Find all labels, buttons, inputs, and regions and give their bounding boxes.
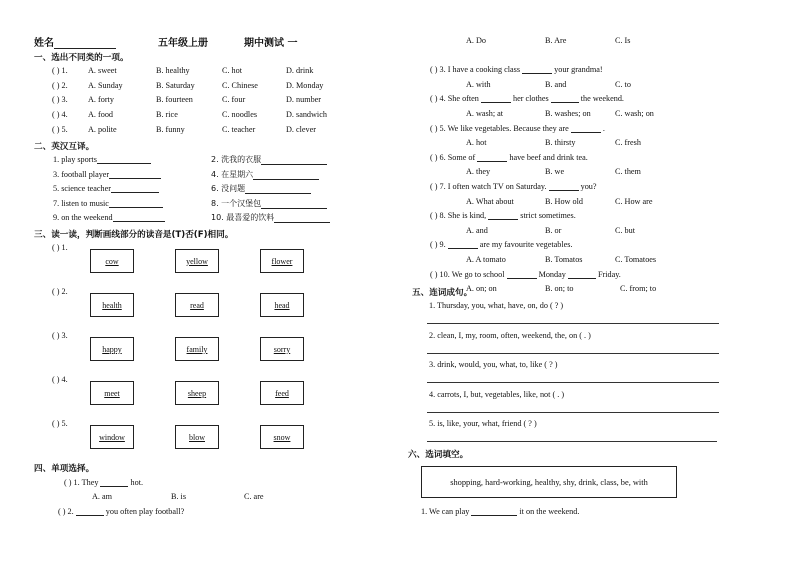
option-a[interactable]: A. they [466, 167, 491, 177]
option-c[interactable]: C. Tomatoes [615, 255, 657, 264]
question-number: ( ) 8. [430, 211, 446, 221]
option-c[interactable]: C. hot [222, 66, 243, 75]
question-number: ( ) 4. [52, 375, 68, 384]
translate-item [211, 169, 319, 180]
option-c[interactable]: C. Is [615, 36, 631, 45]
question-text: We go to school [451, 269, 505, 279]
option-c[interactable]: C. Chinese [222, 80, 258, 90]
question-number: ( ) 5. [430, 123, 446, 133]
option-c[interactable]: C. them [615, 167, 641, 177]
translate-item [211, 212, 330, 223]
question-number: ( ) 2. [52, 80, 68, 90]
option-a[interactable]: A. Sunday [88, 80, 123, 90]
reorder-words: 5. is, like, your, what, friend ( ? ) [429, 419, 537, 428]
choice-question [430, 124, 605, 133]
option-a[interactable]: A. with [466, 79, 491, 89]
question-text: the weekend. [580, 94, 624, 104]
word-box[interactable] [90, 425, 134, 449]
choice-question [430, 211, 576, 220]
answer-line[interactable] [427, 441, 717, 442]
option-b[interactable]: B. How old [545, 196, 583, 206]
translate-text: 2. 洗我的衣服 [211, 155, 262, 164]
translate-text: 8. 一个汉堡包 [211, 198, 262, 208]
question-number: ( ) 4. [430, 94, 446, 104]
option-b[interactable]: B. funny [156, 124, 185, 134]
word: cow [105, 256, 119, 266]
option-a[interactable]: A. hot [466, 138, 487, 148]
option-c[interactable]: C. teacher [222, 124, 256, 134]
choice-question [430, 270, 621, 279]
option-c[interactable]: C. wash; on [615, 109, 654, 118]
word-box[interactable] [260, 293, 304, 317]
word-box[interactable] [90, 293, 134, 317]
answer-blank[interactable] [111, 184, 159, 193]
test-title: 期中测试 一 [244, 38, 298, 49]
section-3-title: 三、读一读，判断画线部分的读音是(T)否(F)相同。 [34, 230, 234, 240]
choice-question-1: ( ) 1. They hot. [64, 478, 144, 487]
question-number: ( ) 4. [52, 110, 68, 120]
choice-question [430, 65, 603, 74]
option-b[interactable]: B. rice [156, 110, 178, 120]
word-bank-box [421, 466, 677, 498]
word: window [99, 432, 125, 442]
option-a[interactable]: A. on; on [466, 284, 497, 294]
question-text: you? [580, 182, 597, 191]
translate-text: 3. football player [53, 169, 110, 179]
option-a[interactable]: A. What about [466, 196, 514, 206]
question-number: ( ) 9. [430, 240, 446, 250]
answer-blank[interactable] [568, 270, 596, 279]
option-b[interactable]: B. thirsty [545, 138, 576, 148]
word: family [186, 344, 208, 354]
reorder-words: 1. Thursday, you, what, have, on, do ( ? ) [429, 301, 564, 310]
word: yellow [186, 256, 208, 266]
word: snow [273, 432, 291, 442]
question-number: ( ) 5. [52, 124, 68, 134]
question-text: strict sometimes. [520, 211, 576, 221]
word-box[interactable] [90, 249, 134, 273]
word-box[interactable] [175, 425, 219, 449]
translate-text: 4. 在星期六 [211, 169, 254, 179]
answer-blank[interactable] [109, 170, 161, 179]
question-text: We like vegetables. Because they are [447, 123, 569, 133]
word: happy [102, 344, 122, 354]
question-text: her clothes [512, 94, 549, 104]
word: blow [189, 432, 205, 442]
option-c[interactable]: C. fresh [615, 138, 641, 148]
answer-blank[interactable] [481, 94, 511, 103]
option-a[interactable]: A. Do [466, 36, 487, 45]
word: read [190, 300, 204, 310]
translate-text: 6. 没问题 [211, 184, 246, 194]
choice-question [430, 182, 597, 191]
question-number: ( ) 6. [430, 152, 446, 162]
option-c[interactable]: C. How are [615, 196, 653, 206]
answer-blank[interactable] [477, 153, 507, 162]
section-5-title: 五、连词成句。 [412, 288, 473, 298]
choice-q1-option-c[interactable]: C. are [244, 492, 264, 501]
question-text: I often watch TV on Saturday. [447, 182, 547, 191]
option-b[interactable]: B. and [545, 79, 567, 89]
answer-blank[interactable] [261, 200, 327, 209]
question-text: Monday [538, 269, 566, 279]
question-text: I have a cooking class [447, 65, 521, 75]
reorder-words: 4. carrots, I, but, vegetables, like, not ( . ) [429, 389, 565, 399]
translate-item [53, 199, 163, 208]
reorder-words: 3. drink, would, you, what, to, like ( ? ) [429, 360, 558, 369]
option-c[interactable]: C. four [222, 95, 246, 105]
option-c[interactable]: C. to [615, 79, 631, 89]
answer-blank[interactable] [113, 213, 165, 222]
option-b[interactable]: B. Saturday [156, 80, 195, 90]
option-d[interactable]: D. drink [286, 66, 314, 75]
option-a[interactable]: A. polite [88, 124, 117, 134]
section-2-title: 二、英汉互译。 [34, 142, 95, 152]
answer-blank[interactable] [551, 94, 579, 103]
translate-text: 1. play sports [53, 155, 97, 164]
option-b[interactable]: B. Are [545, 36, 567, 45]
section-6-title: 六、选词填空。 [408, 450, 469, 460]
answer-blank[interactable] [97, 155, 151, 164]
question-text: have beef and drink tea. [509, 152, 588, 162]
answer-blank[interactable] [261, 156, 327, 165]
option-a[interactable]: A. and [466, 225, 488, 235]
word-bank: shopping, hard-working, healthy, shy, drink, class, be, with [450, 477, 648, 487]
word-box[interactable] [175, 337, 219, 361]
translate-text: 10. 最喜爱的饮料 [211, 213, 275, 223]
name-blank[interactable] [54, 40, 116, 49]
fill-question-1: 1. We can play it on the weekend. [421, 507, 580, 516]
question-text: are my favourite vegetables. [479, 240, 573, 250]
translate-item [53, 213, 165, 222]
choice-question [430, 240, 573, 249]
question-text: . [602, 123, 605, 133]
question-text: Some of [447, 152, 476, 162]
word-box[interactable] [260, 381, 304, 405]
question-number: ( ) 2. [52, 287, 68, 296]
answer-blank[interactable] [448, 240, 478, 249]
translate-text: 9. on the weekend [53, 213, 113, 223]
question-number: ( ) 3. [52, 95, 68, 105]
word: sheep [187, 388, 207, 398]
option-b[interactable]: B. healthy [156, 66, 190, 75]
answer-line[interactable] [427, 323, 719, 324]
translate-text: 5. science teacher [53, 184, 111, 194]
translate-item [211, 198, 327, 209]
choice-q1-option-b[interactable]: B. is [171, 492, 187, 501]
choice-q1-option-a[interactable]: A. am [92, 492, 113, 501]
fill-blank-1[interactable] [471, 507, 517, 516]
option-a[interactable]: A. A tomato [466, 255, 506, 264]
translate-item [211, 154, 327, 165]
translate-item [53, 170, 161, 179]
translate-item [53, 155, 151, 164]
answer-blank[interactable] [274, 214, 330, 223]
answer-blank[interactable] [522, 65, 552, 74]
word-box[interactable] [175, 381, 219, 405]
word-box[interactable] [175, 293, 219, 317]
answer-blank[interactable] [488, 211, 518, 220]
name-label: 姓名 [34, 34, 116, 49]
answer-blank[interactable] [245, 185, 311, 194]
grade-label: 五年级上册 [158, 38, 208, 49]
question-number: ( ) 5. [52, 419, 68, 428]
choice-question [430, 153, 588, 162]
option-d[interactable]: D. sandwich [286, 110, 327, 120]
word: sorry [273, 344, 291, 354]
question-text: She is kind, [447, 211, 487, 221]
word: flower [271, 256, 293, 266]
question-number: ( ) 1. [52, 243, 68, 252]
answer-blank[interactable] [549, 182, 579, 191]
word-box[interactable] [260, 249, 304, 273]
option-a[interactable]: A. wash; at [466, 109, 504, 118]
option-b[interactable]: B. we [545, 167, 565, 177]
question-number: ( ) 1. [52, 66, 68, 75]
word-box[interactable] [175, 249, 219, 273]
translate-item [211, 183, 311, 194]
reorder-words: 2. clean, I, my, room, often, weekend, the, on ( . ) [429, 330, 591, 340]
question-number: ( ) 3. [430, 65, 446, 75]
option-a[interactable]: A. food [88, 110, 114, 120]
question-number: ( ) 7. [430, 182, 446, 191]
question-text: your grandma! [554, 65, 603, 75]
answer-line[interactable] [427, 353, 719, 354]
option-b[interactable]: B. or [545, 225, 562, 235]
question-text: She often [447, 94, 479, 104]
answer-blank[interactable] [571, 124, 601, 133]
word: feed [275, 388, 289, 398]
option-b[interactable]: B. fourteen [156, 95, 193, 105]
answer-blank[interactable] [507, 270, 537, 279]
question-text: Friday. [597, 269, 621, 279]
option-a[interactable]: A. forty [88, 95, 114, 105]
option-c[interactable]: C. noodles [222, 110, 258, 120]
option-b[interactable]: B. on; to [545, 284, 574, 294]
word-box[interactable] [260, 337, 304, 361]
answer-blank[interactable] [253, 171, 319, 180]
choice-question-2: ( ) 2. you often play football? [58, 507, 185, 516]
word-box[interactable] [260, 425, 304, 449]
option-c[interactable]: C. from; to [620, 284, 657, 294]
translate-item [53, 184, 159, 193]
word-box[interactable] [90, 337, 134, 361]
choice-question [430, 94, 624, 103]
option-b[interactable]: B. Tomatos [545, 255, 583, 264]
question-number: ( ) 3. [52, 331, 68, 340]
word: meet [104, 388, 120, 398]
option-b[interactable]: B. washes; on [545, 109, 591, 118]
option-c[interactable]: C. but [615, 225, 636, 235]
option-d[interactable]: D. clever [286, 124, 317, 134]
translate-text: 7. listen to music [53, 198, 109, 208]
question-number: ( ) 10. [430, 269, 450, 279]
section-1-title: 一、选出不同类的一项。 [34, 53, 129, 63]
option-d[interactable]: D. Monday [286, 80, 324, 90]
word-box[interactable] [90, 381, 134, 405]
answer-line[interactable] [427, 382, 719, 383]
option-a[interactable]: A. sweet [88, 66, 117, 75]
answer-blank[interactable] [109, 199, 163, 208]
word: head [274, 300, 290, 310]
option-d[interactable]: D. number [286, 95, 322, 105]
word: health [102, 300, 122, 310]
section-4-title: 四、单项选择。 [34, 464, 95, 474]
answer-line[interactable] [427, 412, 719, 413]
